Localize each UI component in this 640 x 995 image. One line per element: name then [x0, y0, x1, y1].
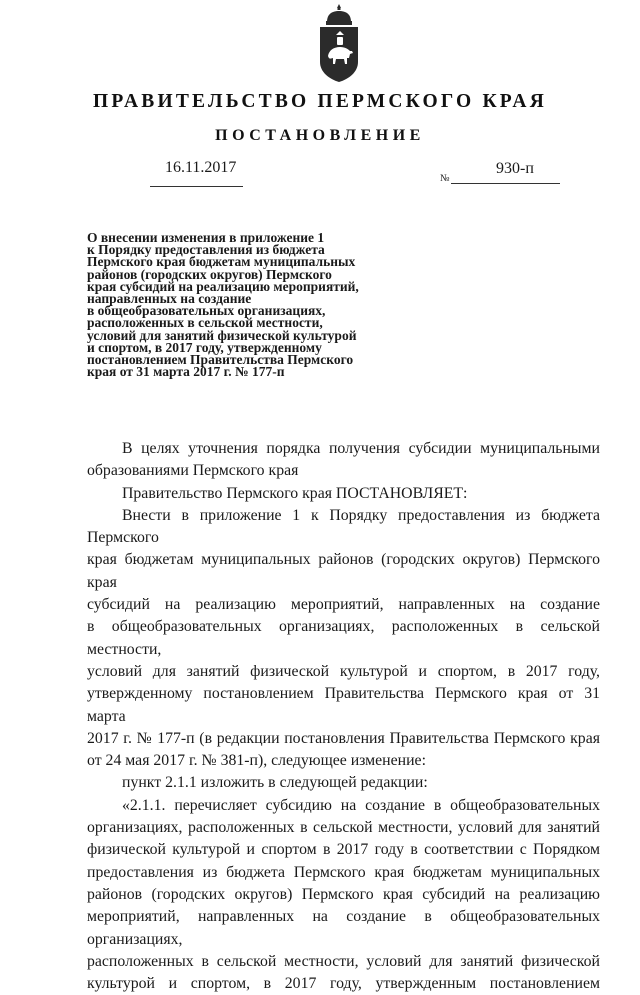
document-subject [87, 232, 417, 378]
body-line: в общеобразовательных организациях, расположенных в сельской местности, [87, 618, 600, 658]
clause-line: физической культурой и спортом в 2017 году в соответствии с Порядком [87, 841, 600, 859]
subject-line: и спортом, в 2017 году, утвержденному [87, 339, 322, 355]
subject-line: направленных на создание [87, 291, 252, 307]
clause-line: районов (городских округов) Пермского края субсидий на реализацию [87, 885, 600, 903]
subject-line: расположенных в сельской местности, [87, 315, 323, 331]
subject-line: края от 31 марта 2017 г. № 177-п [87, 364, 285, 380]
number-underline [451, 183, 560, 184]
document-type-title: ПОСТАНОВЛЕНИЕ [215, 127, 425, 144]
body-line: образованиями Пермского края [87, 462, 299, 480]
perm-krai-coat-of-arms-icon [318, 4, 360, 84]
clause-line: предоставления из бюджета Пермского края бюджетам муниципальных [87, 863, 600, 881]
decree-line: Правительство Пермского края ПОСТАНОВЛЯЕТ: [122, 484, 468, 502]
subject-line: края субсидий на реализацию мероприятий, [87, 278, 359, 294]
clause-intro-line: пункт 2.1.1 изложить в следующей редакции: [122, 774, 428, 792]
body-line: В целях уточнения порядка получения субсидии муниципальными [122, 440, 600, 457]
subject-line: в общеобразовательных организациях, [87, 303, 326, 319]
government-title: ПРАВИТЕЛЬСТВО ПЕРМСКОГО КРАЯ [93, 91, 547, 112]
number-label: № [440, 173, 450, 184]
document-number: 930-п [496, 160, 534, 177]
body-line: утвержденному постановлением Правительства Пермского края от 31 марта [87, 685, 600, 725]
subject-line: условий для занятий физической культурой [87, 327, 357, 343]
subject-line: Пермского края бюджетам муниципальных [87, 254, 356, 270]
document-date: 16.11.2017 [165, 159, 237, 176]
subject-line: постановлением Правительства Пермского [87, 352, 354, 368]
body-line: края бюджетам муниципальных районов (городских округов) Пермского края [87, 551, 600, 591]
body-line: 2017 г. № 177-п (в редакции постановления Правительства Пермского края [87, 729, 600, 747]
subject-line: к Порядку предоставления из бюджета [87, 242, 325, 258]
clause-line: культурой и спортом, в 2017 году, утвержденным постановлением [87, 975, 600, 993]
date-underline [150, 186, 243, 187]
body-line: субсидий на реализацию мероприятий, направленных на создание [87, 596, 600, 614]
document-body [87, 438, 600, 995]
clause-line: мероприятий, направленных на создание в общеобразовательных организациях, [87, 908, 600, 948]
clause-line: расположенных в сельской местности, условий для занятий физической [87, 952, 600, 970]
clause-line: «2.1.1. перечисляет субсидию на создание в общеобразовательных [122, 796, 600, 814]
body-line: условий для занятий физической культурой и спортом, в 2017 году, [87, 662, 600, 680]
body-line: от 24 мая 2017 г. № 381-п), следующее изменение: [87, 752, 426, 770]
subject-line: О внесении изменения в приложение 1 [87, 230, 325, 245]
body-line: Внести в приложение 1 к Порядку предоставления из бюджета Пермского [87, 506, 600, 547]
subject-line: районов (городских округов) Пермского [87, 266, 332, 282]
clause-line: организациях, расположенных в сельской местности, условий для занятий [87, 819, 600, 837]
